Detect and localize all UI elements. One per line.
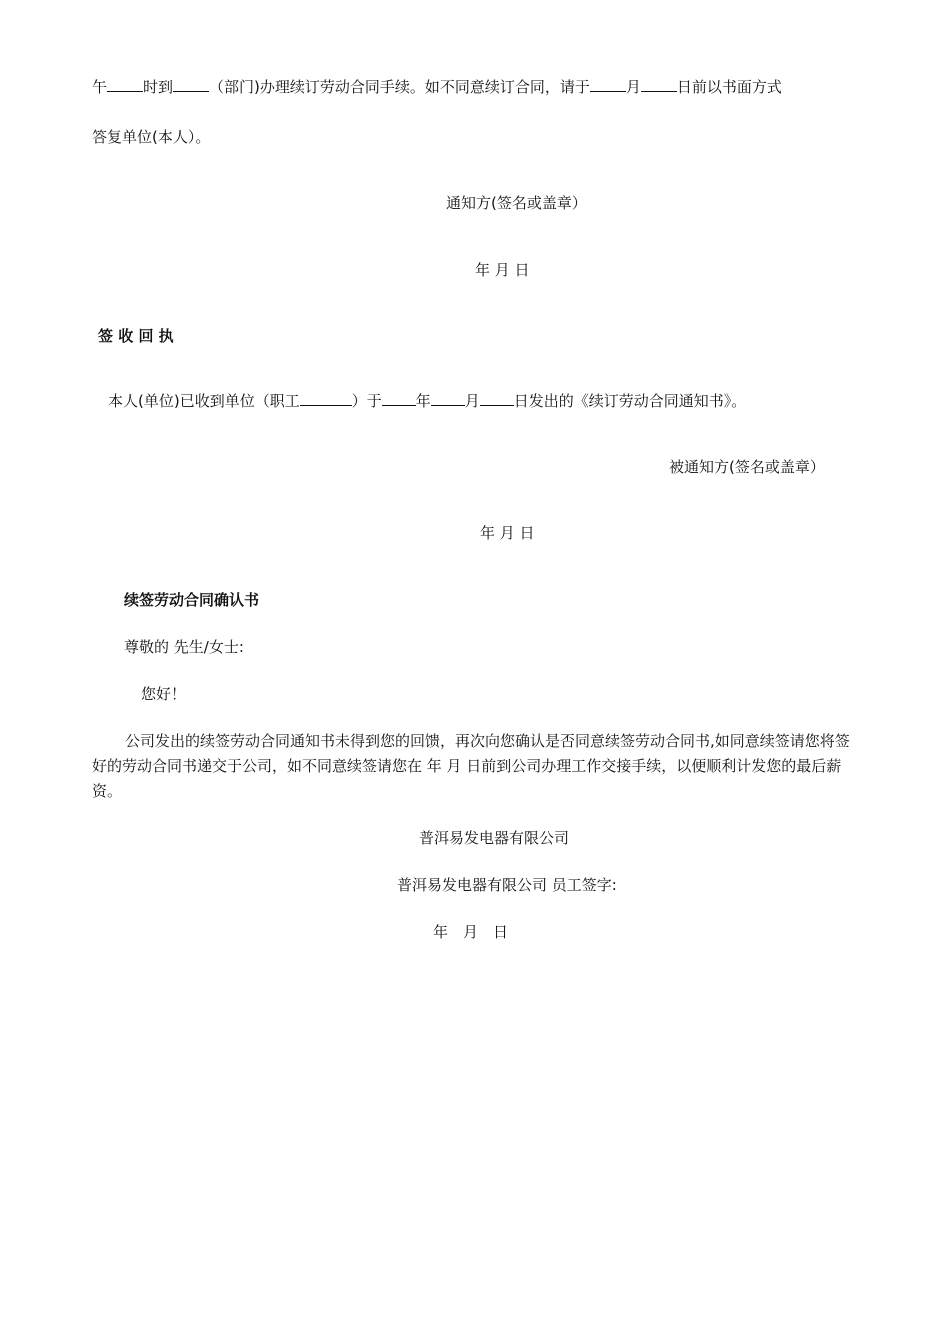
- salutation: 尊敬的 先生/女士:: [124, 638, 244, 656]
- notice-line-2: 答复单位(本人）。: [92, 128, 211, 146]
- notice-text-d: 月: [625, 78, 641, 96]
- notice-text-b: 时到: [143, 78, 174, 96]
- reply-month-blank: [590, 77, 626, 92]
- department-blank: [173, 77, 209, 92]
- reply-day-blank: [641, 77, 677, 92]
- receipt-signer: 被通知方(签名或盖章）: [669, 458, 825, 476]
- confirmation-date: 年 月 日: [433, 923, 509, 941]
- notice-text-c: （部门)办理续订劳动合同手续。如不同意续订合同，请于: [209, 78, 590, 96]
- receipt-date: 年 月 日: [480, 524, 535, 542]
- notice-line-1: [92, 77, 782, 97]
- day-blank: [480, 391, 514, 406]
- employee-name-blank: [300, 391, 352, 406]
- confirmation-title: 续签劳动合同确认书: [124, 591, 260, 609]
- receipt-body: [108, 391, 746, 411]
- employee-signature-line: 普洱易发电器有限公司 员工签字:: [397, 876, 617, 894]
- greeting: 您好！: [141, 685, 187, 703]
- receipt-text-c: 年: [415, 392, 431, 410]
- hour-blank: [107, 77, 143, 92]
- receipt-title: 签 收 回 执: [98, 327, 174, 345]
- receipt-text-e: 日发出的《续订劳动合同通知书》。: [513, 392, 747, 410]
- notice-text-a: 午: [92, 78, 108, 96]
- confirmation-body: 公司发出的续签劳动合同通知书未得到您的回馈，再次向您确认是否同意续签劳动合同书,如同意续签请您将签好的劳动合同书递交于公司，如不同意续签请您在 年 月 日前到公司办理工作交接手续，以便顺利计发您的最后薪资。: [92, 732, 850, 800]
- year-blank: [382, 391, 416, 406]
- month-blank: [431, 391, 465, 406]
- receipt-text-a: 本人(单位)已收到单位（职工: [108, 392, 300, 410]
- notice-signer: 通知方(签名或盖章）: [446, 194, 587, 212]
- notice-text-e: 日前以书面方式: [676, 78, 782, 96]
- receipt-text-b: ）于: [351, 392, 382, 410]
- notice-date: 年 月 日: [475, 261, 530, 279]
- receipt-text-d: 月: [464, 392, 480, 410]
- company-name: 普洱易发电器有限公司: [419, 829, 570, 847]
